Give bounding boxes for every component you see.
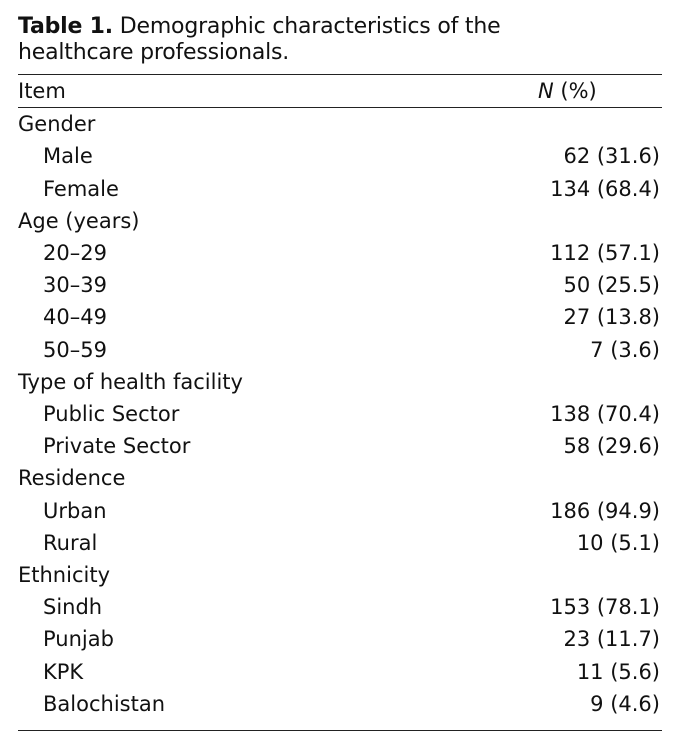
row-label: Public Sector [43,402,180,427]
group-value-empty [460,108,662,141]
row-label: KPK [43,659,84,684]
table-caption [18,14,662,66]
header-n-percent [460,75,662,108]
table-row [18,527,662,559]
row-label: 20–29 [43,241,107,266]
table-row [18,173,662,205]
group-value-empty [460,559,662,591]
table-row [18,591,662,623]
table-header-row [18,75,662,108]
group-title: Age (years) [18,208,140,233]
table-row [18,495,662,527]
table-body [18,108,662,724]
row-value: 50 (25.5) [563,273,660,298]
group-title: Gender [18,112,96,137]
demographics-table [18,75,662,724]
row-value: 134 (68.4) [550,176,660,201]
row-value: 7 (3.6) [590,337,660,362]
row-value: 27 (13.8) [563,305,660,330]
row-label: Rural [43,530,98,555]
row-label: Urban [43,498,107,523]
row-label: 30–39 [43,273,107,298]
table-row [18,301,662,333]
table-row [18,334,662,366]
group-title: Residence [18,466,126,491]
row-label: Private Sector [43,434,191,459]
group-header-row [18,366,662,398]
header-n-symbol: N [538,79,554,103]
row-value: 112 (57.1) [550,241,660,266]
row-label: Sindh [43,595,103,620]
group-title: Ethnicity [18,563,110,588]
row-label: 50–59 [43,337,107,362]
row-label: 40–49 [43,305,107,330]
row-value: 58 (29.6) [563,434,660,459]
row-value: 23 (11.7) [563,627,660,652]
row-value: 153 (78.1) [550,595,660,620]
table-row [18,656,662,688]
group-value-empty [460,366,662,398]
row-value: 138 (70.4) [550,402,660,427]
table-row [18,688,662,724]
row-value: 62 (31.6) [563,144,660,169]
row-value: 11 (5.6) [576,659,660,684]
row-value: 10 (5.1) [576,530,660,555]
row-label: Male [43,144,93,169]
header-n-suffix: (%) [553,79,597,103]
table-row [18,398,662,430]
table-row [18,430,662,462]
row-value: 186 (94.9) [550,498,660,523]
bottom-rule [18,730,662,731]
table-row [18,269,662,301]
table-caption-text: Demographic characteristics of the healthcare professionals. [18,14,501,65]
group-title: Type of health facility [18,369,243,394]
group-header-row [18,108,662,141]
row-label: Female [43,176,119,201]
group-header-row [18,559,662,591]
header-item: Item [18,79,66,103]
row-label: Punjab [43,627,114,652]
group-header-row [18,205,662,237]
row-label: Balochistan [43,691,166,716]
group-value-empty [460,462,662,494]
table-row [18,623,662,655]
row-value: 9 (4.6) [590,691,660,716]
table-row [18,140,662,172]
table-caption-label: Table 1. [18,14,113,39]
group-value-empty [460,205,662,237]
table-row [18,237,662,269]
group-header-row [18,462,662,494]
